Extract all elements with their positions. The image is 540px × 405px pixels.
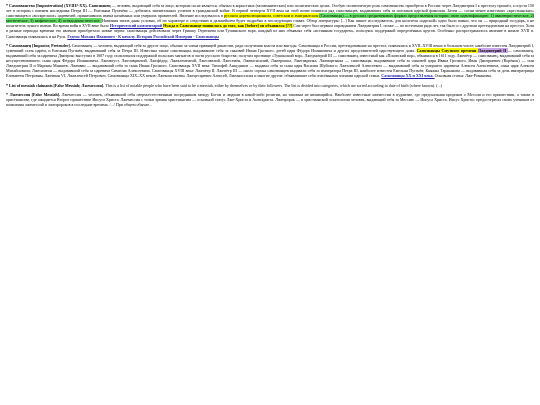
entry-impostor: [6, 43, 534, 79]
entry-imposteration: [6, 3, 534, 39]
entry-messiah-claimants: [6, 83, 534, 88]
source-link[interactable]: Гедеон Михаил Иванович - К началу. История Российской Империи - Самозванцы: [67, 33, 219, 39]
entry-text: — человек, выдающий себя за лицо, которым он не является, обычно в корыстных (мошеннических) или политических целях. Особую политическую роль самозванство приобрело в России: через Лжедмитрия I к престолу пришёл, а спустя 150 лет в истории с именем наследника Петра III — Емельяна Пугачёва — добились значительных успехов в гражданской войне. В первой четверти XVII века на этой почве появился ряд самозванцев, выдававших себя за потомков царской фамилии.: [6, 3, 534, 14]
entry-text: Сам через был первым оправданием Лжедмитрия I, позже — по истечении ряда лет, так было и с другими претендентами на престол. Хотя в разные периоды времени это явление приобретало новые черты: самозванцы действовали через Гришку Отрепьева или Тушинского вора, каждый из них объявлял себя «истинным государем», пользуясь поддержкой определённых кругов. Особенно распространилось явление в начале XVII в. Самозванцы появлялись и на Руси.: [6, 23, 534, 39]
section-link[interactable]: Самозванцы XX и XXI века.: [381, 73, 435, 79]
source-link[interactable]: Исторический комментарий: [109, 23, 164, 29]
document-page: [0, 0, 540, 107]
entry-text: Основная статья: Лже-Романовы.: [434, 73, 493, 79]
entry-text: — самозванец, выдававший себя за царевича Дмитрия; выступил в 1607 году, пользовался поддержкой польских магнатов и части русского боярства; получил прозвище «Тушинский вор». Лжедмитрий III — самозванец, известный как «Псковский вор», объявился в 1611 году. Лжепётр — самозванец, выдававший себя за несуществовавшего сына царя Фёдора Иоанновича. Лжеавгуст, Лжелаврентий, Лжефёдор, Лжеклементий, Лжесавелий, Лжесемён, Лжеваснсилий, Лжеерошка, Лжегаврилка, Лжемартынка — самозванцы, выдававшие себя за сыновей царя Ивана Грозного. Иван Дмитриевич (Ворёнок) — сын Лжедмитрия II и Марины Мнишек. Лжеиван — выдававший себя за сына Ивана Грозного.: [6, 47, 535, 69]
entry-text: Названия типов даны условно, об их характере и следствиях в дальнейшем будет подробно в последующих главах. Обзор литературы: [...] Как пишет исследователь, для носителя «царской» идеи было важно, что он — природный государь, а не похититель чужого имени. Во время войн в XVII веке было: [6, 18, 534, 29]
highlighted-text: Лжедмитрий II: [477, 47, 508, 53]
highlighted-text: Нужда в Самозванце появилась до того, как [before] он объявился [??]: [163, 23, 294, 29]
entry-text: Затем — сотни менее известных «крестьянских» самозванцев и «воскресших» царевичей, принимавших имена казнённых или умерших правителей. Явление исследовалось в: [6, 8, 534, 19]
entry-heading: * Самозванство [Imposteration] (XVIII?-XX). Самозванец: [6, 3, 112, 8]
entry-heading: * List of messiah claimants [False Messiah; Лжемессия].: [6, 82, 106, 88]
highlighted-text: Самозванцы Смутного времени: [416, 47, 478, 53]
entry-text: This is a list of notable people who have been said to be a messiah, either by themselves or by their followers. The list is divided into categories, which are sorted according to date of birth (where known). (...): [105, 82, 442, 88]
entry-text: Самозванцы XVII века: Тимофей Анкудинов — выдавал себя за сына царя Василия Шуйского; Лжеалексей Алексеевич — выдававший себя за умершего царевича Алексея Алексеевича, сына царя Алексея Михайловича; Лжесимеон — выдававший себя за царевича Симеона Алексеевича. Самозванцы XVIII века: Лжепётр II, Лжепётр III — около сорока самозванцев выдавали себя за императора Петра III, наиболее известен Емельян Пугачёв; Княжна Тараканова — выдававшая себя за дочь императрицы Елизаветы Петровны. Лжеиван VI, Лжеалексей Петрович. Самозванцы XIX–XX веков: Лжеконстантин, Лжецесаревич Алексей, Лжеанастасия и многие другие, объявлявшие себя спасёнными членами царской семьи.: [6, 63, 534, 79]
entry-heading: * Самозванец [Impostor, Pretender].: [6, 42, 72, 48]
highlighted-text: (Самозванцы) — в русских средневековых формах представления истории; свою идентификацию: 1) авантюристическое, 2) мистическое, 3) мифическое, 4) псевдодинастическое.: [6, 13, 534, 24]
entry-text: Самозванец — человек, выдающий себя за другое лицо, обычно за члена правящей династии, ради получения власти или выгоды. Самозванцы в России, претендовавшие на престол, появлялись в XVII–XVIII веках в большом числе; наиболее известен Лжедмитрий I, сумевший стать царём, и Емельян Пугачёв, выдававший себя за Петра III. Известны также самозванцы, выдававшие себя за сыновей Ивана Грозного, детей царя Фёдора Иоанновича и других представителей царствующего дома.: [6, 42, 534, 53]
entry-text: Лжемессия — человек, объявивший себя сверхъестественным посредником между Богом и людьми в какой-либо религии, но таковым не являющийся. Наиболее известные лжемессии в иудаизме, где предсказания пророков о Мессии и его пришествии, а также в христианстве, где ожидается Второе пришествие Иисуса Христа. Лжемессия с точки зрения христианства — основной статус Лже-Христа и Антихриста. Лжепророк — в христианской эсхатологии человек, выдающий себя за Мессию — Иисуса Христа. Иисус Христос предостерегал своих учеников от появления лжемессий и лжепророков в последние времена. /.../ При общем обычае...: [6, 91, 534, 108]
entry-heading: * Лжемессия [False Messiah].: [6, 91, 62, 97]
entry-false-messiah: [6, 92, 534, 107]
highlighted-text: русском дореволюционном, советском и эмигрантском: [223, 13, 320, 19]
